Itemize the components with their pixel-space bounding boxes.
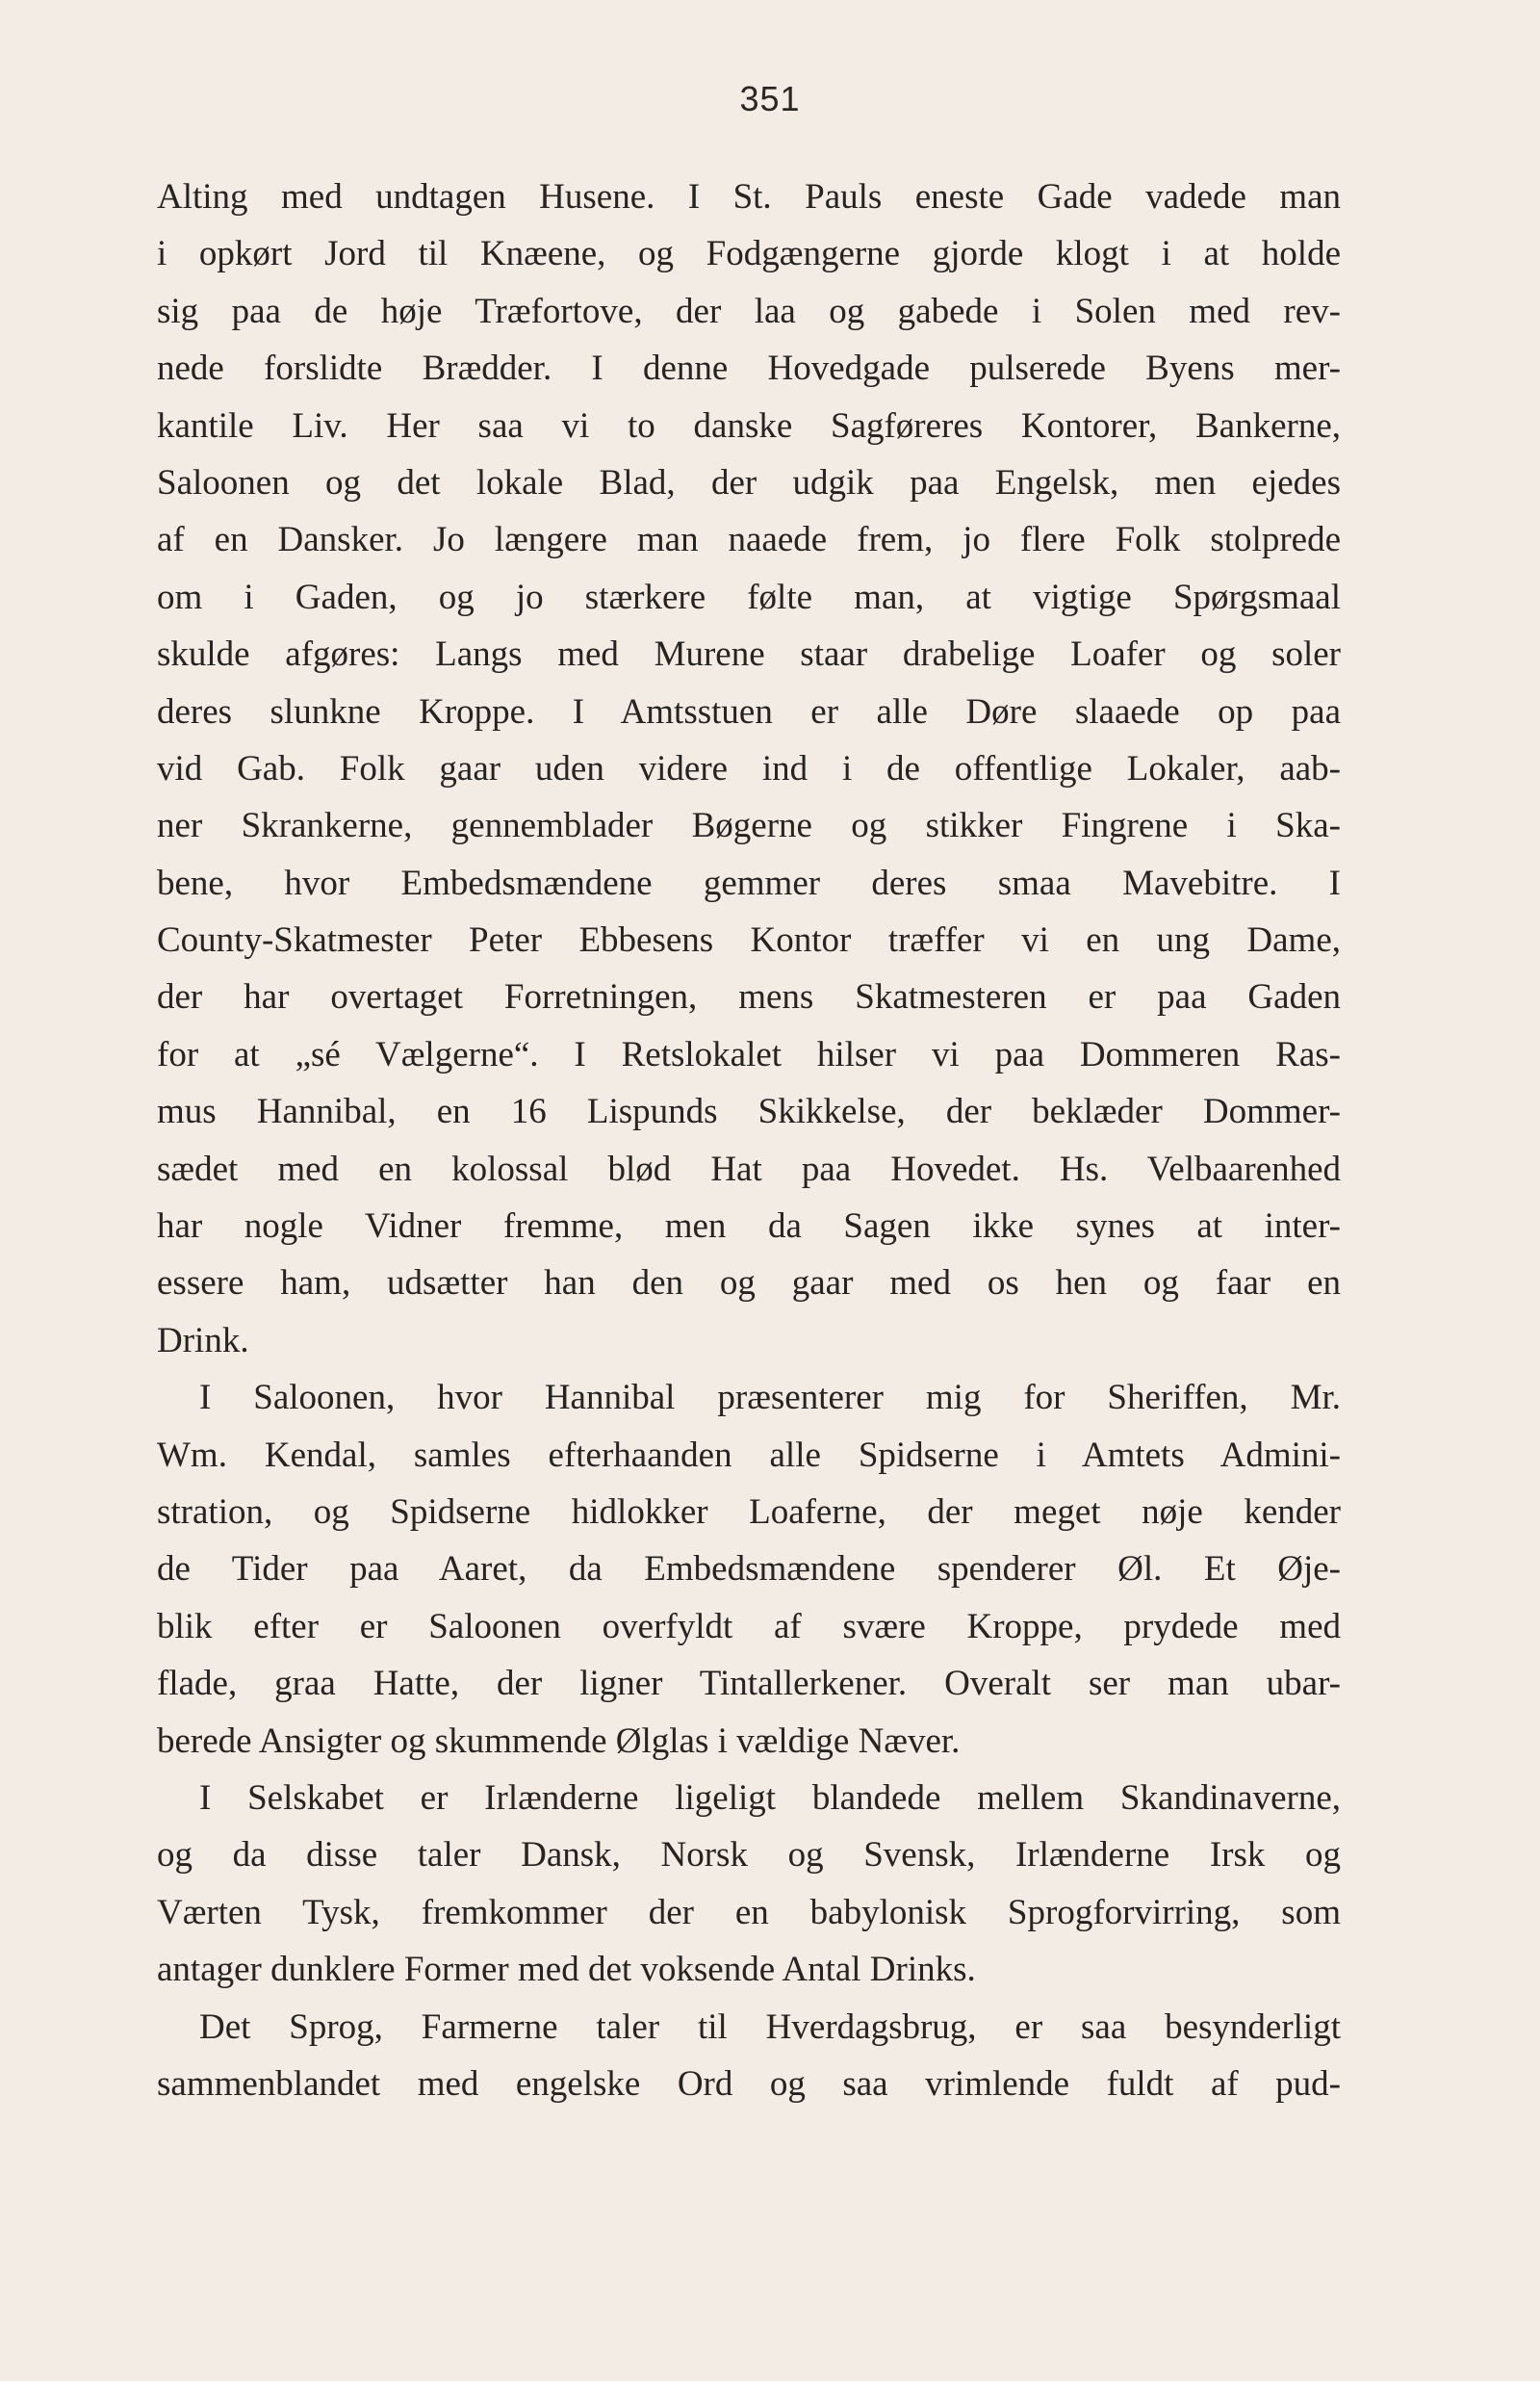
text-line: kantile Liv. Her saa vi to danske Sagføreres Kontorer, Bankerne,: [157, 405, 1341, 446]
text-line: essere ham, udsætter han den og gaar med os hen og faar en: [157, 1263, 1341, 1304]
text-line: og da disse taler Dansk, Norsk og Svensk, Irlænderne Irsk og: [157, 1835, 1341, 1876]
text-line: deres slunkne Kroppe. I Amtsstuen er alle Døre slaaede op paa: [157, 691, 1341, 732]
text-line: Saloonen og det lokale Blad, der udgik paa Engelsk, men ejedes: [157, 462, 1341, 503]
text-line: i opkørt Jord til Knæene, og Fodgængerne gjorde klogt i at holde: [157, 234, 1341, 274]
text-line: Det Sprog, Farmerne taler til Hverdagsbrug, er saa besynderligt: [199, 2006, 1341, 2047]
text-line: om i Gaden, og jo stærkere følte man, at vigtige Spørgsmaal: [157, 577, 1341, 617]
text-line: de Tider paa Aaret, da Embedsmændene spenderer Øl. Et Øje-: [157, 1549, 1341, 1590]
text-line: har nogle Vidner fremme, men da Sagen ikke synes at inter-: [157, 1206, 1341, 1247]
text-line: skulde afgøres: Langs med Murene staar drabelige Loafer og soler: [157, 634, 1341, 675]
text-line: I Saloonen, hvor Hannibal præsenterer mig for Sheriffen, Mr.: [199, 1378, 1341, 1418]
text-line: vid Gab. Folk gaar uden videre ind i de offentlige Lokaler, aab-: [157, 748, 1341, 789]
text-line: I Selskabet er Irlænderne ligeligt blandede mellem Skandinaverne,: [199, 1777, 1341, 1818]
text-line: stration, og Spidserne hidlokker Loaferne, der meget nøje kender: [157, 1491, 1341, 1532]
text-line: for at „sé Vælgerne“. I Retslokalet hilser vi paa Dommeren Ras-: [157, 1034, 1341, 1074]
text-line: County-Skatmester Peter Ebbesens Kontor træffer vi en ung Dame,: [157, 920, 1341, 961]
text-line: Værten Tysk, fremkommer der en babylonisk Sprogforvirring, som: [157, 1892, 1341, 1932]
text-line: sædet med en kolossal blød Hat paa Hovedet. Hs. Velbaarenhed: [157, 1149, 1341, 1189]
text-line: bene, hvor Embedsmændene gemmer deres smaa Mavebitre. I: [157, 863, 1341, 903]
body-text: [157, 168, 1341, 2112]
text-line: Wm. Kendal, samles efterhaanden alle Spidserne i Amtets Admini-: [157, 1435, 1341, 1475]
text-line: blik efter er Saloonen overfyldt af svære Kroppe, prydede med: [157, 1606, 1341, 1646]
text-line: Alting med undtagen Husene. I St. Pauls eneste Gade vadede man: [157, 177, 1341, 217]
text-line: sammenblandet med engelske Ord og saa vrimlende fuldt af pud-: [157, 2063, 1341, 2104]
text-line: sig paa de høje Træfortove, der laa og gabede i Solen med rev-: [157, 291, 1341, 331]
text-line: der har overtaget Forretningen, mens Skatmesteren er paa Gaden: [157, 977, 1341, 1018]
text-line: berede Ansigter og skummende Ølglas i vældige Næver.: [157, 1721, 961, 1761]
page-number: 351: [739, 79, 801, 118]
text-line: af en Dansker. Jo længere man naaede frem, jo flere Folk stolprede: [157, 520, 1341, 560]
text-line: mus Hannibal, en 16 Lispunds Skikkelse, der beklæder Dommer-: [157, 1092, 1341, 1132]
text-line: Drink.: [157, 1320, 249, 1360]
text-line: flade, graa Hatte, der ligner Tintallerkener. Overalt ser man ubar-: [157, 1664, 1341, 1704]
text-line: nede forslidte Brædder. I denne Hovedgade pulserede Byens mer-: [157, 349, 1341, 389]
text-line: antager dunklere Former med det voksende Antal Drinks.: [157, 1950, 976, 1990]
text-line: ner Skrankerne, gennemblader Bøgerne og stikker Fingrene i Ska-: [157, 806, 1341, 846]
